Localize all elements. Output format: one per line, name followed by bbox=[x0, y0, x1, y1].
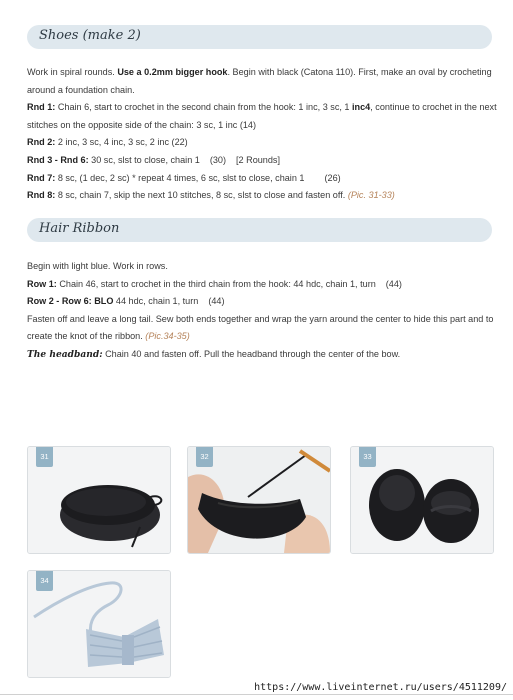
section-title: Hair Ribbon bbox=[39, 221, 120, 236]
source-url[interactable]: https://www.liveinternet.ru/users/4511209/ bbox=[254, 682, 507, 693]
ribbon-instructions bbox=[27, 258, 497, 364]
shoes-instructions bbox=[27, 64, 497, 205]
photo-number-badge: 32 bbox=[196, 447, 213, 467]
round-2: Rnd 2: 2 inc, 3 sc, 4 inc, 3 sc, 2 inc (22) bbox=[27, 137, 188, 148]
row-2-6: Row 2 - Row 6: BLO 44 hdc, chain 1, turn (44) bbox=[27, 296, 225, 307]
section-header-ribbon bbox=[27, 218, 492, 242]
headband: The headband: Chain 40 and fasten off. Pull the headband through the center of the bow. bbox=[27, 348, 401, 360]
round-1: Rnd 1: Chain 6, start to crochet in the second chain from the hook: 1 inc, 3 sc, 1 inc4, continue to crochet in the next stitches on the opposite side of the chain: 3 sc, 1 inc (14) bbox=[27, 102, 497, 130]
fasten-off: Fasten off and leave a long tail. Sew both ends together and wrap the yarn around the center to hide this part and to create the knot of the ribbon. (Pic.34-35) bbox=[27, 313, 494, 342]
photo-number-badge: 34 bbox=[36, 571, 53, 591]
round-3-6: Rnd 3 - Rnd 6: 30 sc, slst to close, chain 1 (30) [2 Rounds] bbox=[27, 154, 280, 165]
ribbon-intro: Begin with light blue. Work in rows. bbox=[27, 261, 168, 271]
section-title: Shoes (make 2) bbox=[39, 28, 141, 43]
photo-number-badge: 33 bbox=[359, 447, 376, 467]
photo-number-badge: 31 bbox=[36, 447, 53, 467]
round-8: Rnd 8: 8 sc, chain 7, skip the next 10 stitches, 8 sc, slst to close and fasten off. (Pic. 31-33) bbox=[27, 190, 395, 201]
row-1: Row 1: Chain 46, start to crochet in the third chain from the hook: 44 hdc, chain 1, turn (44) bbox=[27, 278, 402, 289]
photo-31 bbox=[27, 446, 171, 554]
photo-32 bbox=[187, 446, 331, 554]
section-header-shoes bbox=[27, 25, 492, 49]
photo-34 bbox=[27, 570, 171, 678]
footer-divider bbox=[0, 694, 513, 695]
round-7: Rnd 7: 8 sc, (1 dec, 2 sc) * repeat 4 times, 6 sc, slst to close, chain 1 (26) bbox=[27, 172, 341, 183]
photo-33 bbox=[350, 446, 494, 554]
shoes-intro: Work in spiral rounds. Use a 0.2mm bigger hook. Begin with black (Catona 110). First, make an oval by crocheting around a foundation chain. bbox=[27, 67, 492, 95]
